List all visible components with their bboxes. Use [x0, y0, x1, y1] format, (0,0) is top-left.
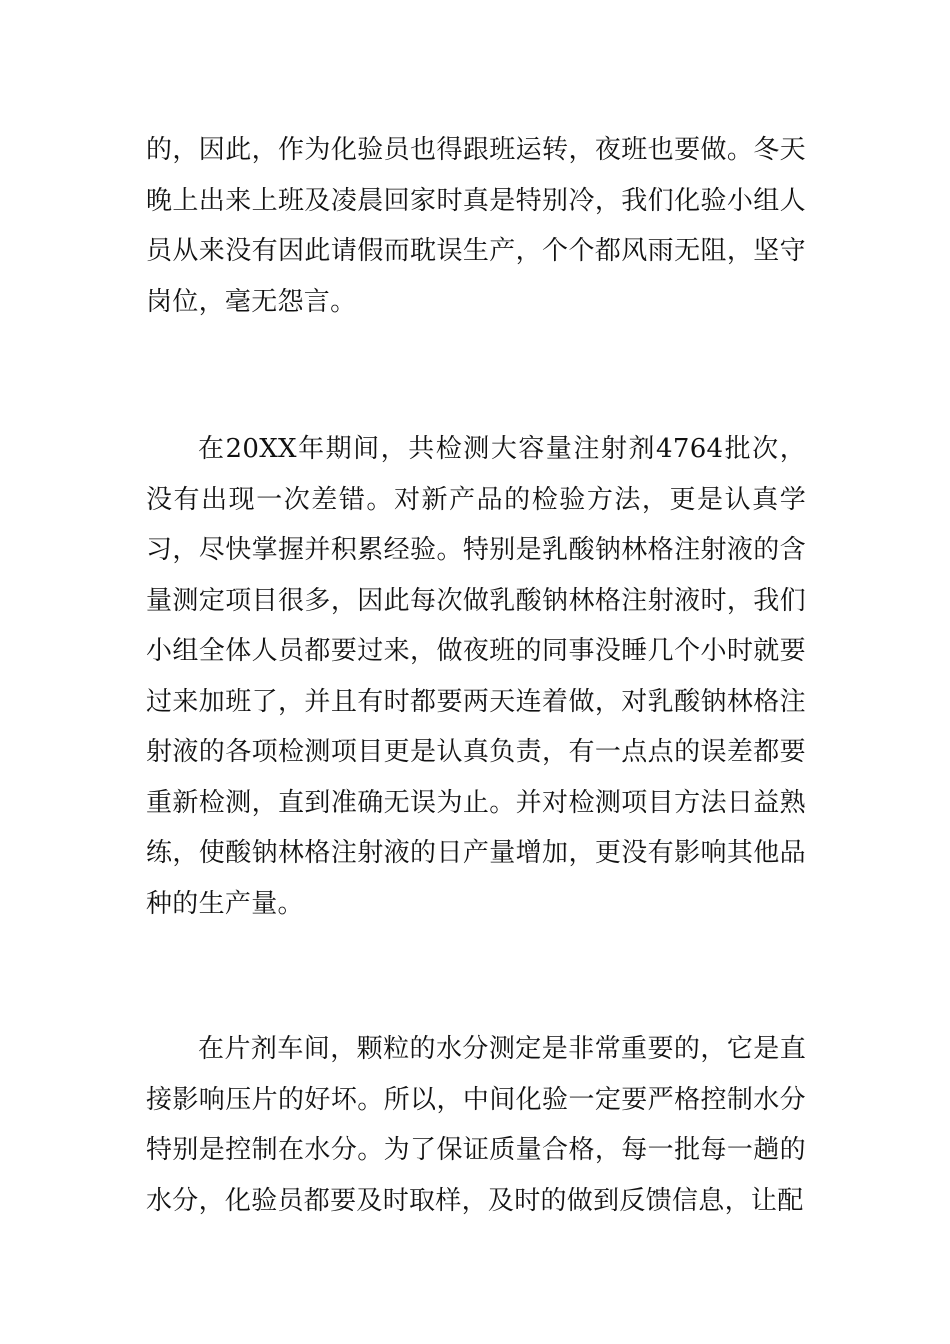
paragraph-tablet-workshop: 在片剂车间，颗粒的水分测定是非常重要的，它是直接影响压片的好坏。所以，中间化验一定要严格控制水分特别是控制在水分。为了保证质量合格，每一批每一趟的水分，化验员都要及时取样，及时的做到反馈信息，让配	[146, 1034, 806, 1216]
paragraph-injection-testing: 在20XX年期间，共检测大容量注射剂4764批次，没有出现一次差错。对新产品的检验方法，更是认真学习，尽快掌握并积累经验。特别是乳酸钠林格注射液的含量测定项目很多，因此每次做乳酸钠林格注射液时，我们小组全体人员都要过来，做夜班的同事没睡几个小时就要过来加班了，并且有时都要两天连着做，对乳酸钠林格注射液的各项检测项目更是认真负责，有一点点的误差都要重新检测，直到准确无误为止。并对检测项目方法日益熟练，使酸钠林格注射液的日产量增加，更没有影响其他品种的生产量。	[146, 434, 806, 919]
paragraph-continuation: 的，因此，作为化验员也得跟班运转，夜班也要做。冬天晚上出来上班及凌晨回家时真是特别冷，我们化验小组人员从来没有因此请假而耽误生产，个个都风雨无阻，坚守岗位，毫无怨言。	[146, 135, 806, 317]
